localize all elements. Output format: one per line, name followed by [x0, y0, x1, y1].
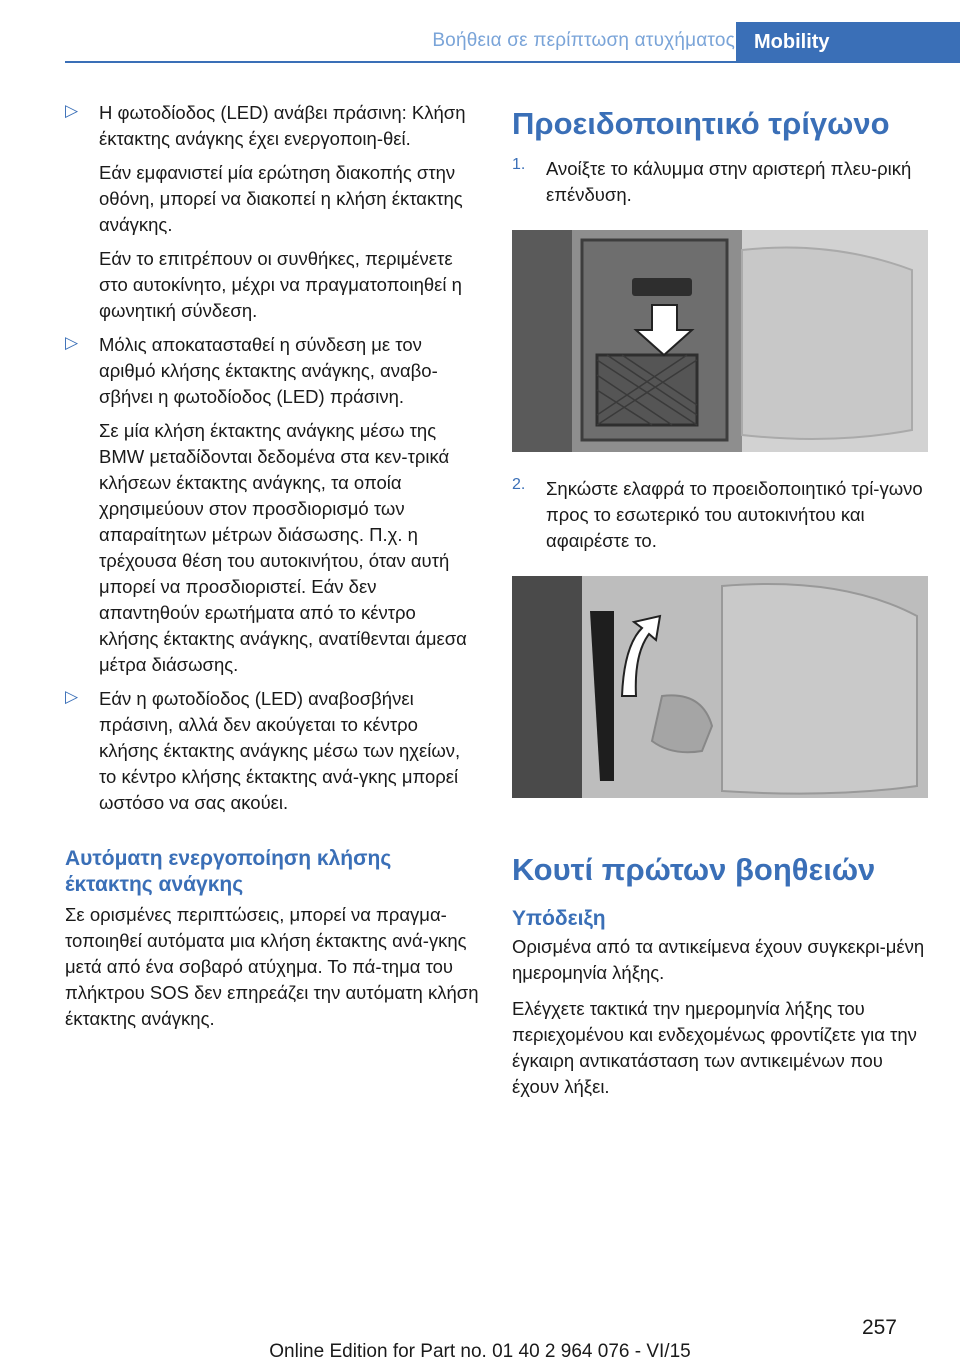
note-text: Ορισμένα από τα αντικείμενα έχουν συγκεκρι‐μένη ημερομηνία λήξης. [512, 936, 925, 983]
warning-triangle-heading: Προειδοποιητικό τρίγωνο [512, 106, 890, 141]
figure-cover-panel [512, 230, 928, 452]
figure-triangle-removal [512, 576, 928, 798]
step-1 [512, 156, 932, 208]
bullet-item [65, 100, 480, 324]
cover-panel-illustration [512, 230, 928, 452]
step-number: 2. [512, 476, 526, 493]
step-number: 1. [512, 156, 526, 173]
note-text: Ελέγχετε τακτικά την ημερομηνία λήξης του περιεχομένου και ενδεχομένως φροντίζετε για την έγκαιρη αντικατάσταση των αντικειμένων που έχουν λήξει. [512, 998, 917, 1097]
step-2 [512, 476, 932, 554]
header-section-title: Βοήθεια σε περίπτωση ατυχήματος [432, 30, 735, 51]
triangle-bullet-icon: ▷ [65, 101, 79, 120]
right-column [512, 100, 932, 1100]
bullet-paragraph: Μόλις αποκατασταθεί η σύνδεση με τον αριθμό κλήσης έκτακτης ανάγκης, αναβο‐σβήνει η φωτοδίοδος (LED) πράσινη. [99, 334, 438, 407]
step-text: Ανοίξτε το κάλυμμα στην αριστερή πλευ‐ρική επένδυση. [546, 158, 912, 205]
triangle-removal-illustration [512, 576, 928, 798]
bullet-item [65, 686, 480, 816]
header-chapter-label: Mobility [754, 31, 830, 53]
edition-footer: Online Edition for Part no. 01 40 2 964 076 - VI/15 [269, 1341, 691, 1362]
auto-call-text: Σε ορισμένες περιπτώσεις, μπορεί να πραγμα‐τοποιηθεί αυτόματα μια κλήση έκτακτης ανά‐γκης μετά από ένα σοβαρό ατύχημα. Το πά‐τημα του πλήκτρου SOS δεν επηρεάζει την αυτόματη κλήση έκτακτης ανάγκης. [65, 904, 479, 1029]
left-column [65, 100, 480, 1032]
header-chapter-tab[interactable] [736, 22, 960, 63]
bullet-paragraph: Εάν η φωτοδίοδος (LED) αναβοσβήνει πράσινη, αλλά δεν ακούγεται το κέντρο κλήσης έκτακτης ανάγκης μέσω των ηχείων, το κέντρο κλήσης έκτακτης ανά‐γκης μπορεί ωστόσο να σας ακούει. [99, 688, 461, 813]
bullet-item [65, 332, 480, 678]
note-heading: Υπόδειξη [512, 907, 606, 930]
first-aid-heading: Κουτί πρώτων βοηθειών [512, 852, 876, 887]
bullet-paragraph: Η φωτοδίοδος (LED) ανάβει πράσινη: Κλήση έκτακτης ανάγκης έχει ενεργοποιη‐θεί. [99, 102, 466, 149]
bullet-paragraph: Εάν το επιτρέπουν οι συνθήκες, περιμένετε στο αυτοκίνητο, μέχρι να πραγματοποιηθεί η φωνητική σύνδεση. [99, 248, 462, 321]
page-number: 257 [861, 1316, 897, 1339]
triangle-bullet-icon: ▷ [65, 333, 79, 352]
auto-call-heading: Αυτόματη ενεργοποίηση κλήσης έκτακτης ανάγκης [65, 847, 392, 896]
bullet-paragraph: Σε μία κλήση έκτακτης ανάγκης μέσω της BMW μεταδίδονται δεδομένα στα κεν‐τρικά κλήσεων έκτακτης ανάγκης, τα οποία χρησιμεύουν στον προσδιορισμό των απαραίτητων μέτρων διάσωσης. Π.χ. η τρέχουσα θέση του αυτοκινήτου, όταν αυτή μπορεί να προσδιοριστεί. Εάν δεν απαντηθούν ερωτήματα από το κέντρο κλήσης έκτακτης ανάγκης, ανατίθενται άμεσα μέτρα διάσωσης. [99, 420, 467, 675]
step-text: Σηκώστε ελαφρά το προειδοποιητικό τρί‐γωνο προς το εσωτερικό του αυτοκινήτου και αφαιρέστε το. [546, 478, 923, 551]
header-rule [65, 61, 960, 63]
triangle-bullet-icon: ▷ [65, 687, 79, 706]
bullet-paragraph: Εάν εμφανιστεί μία ερώτηση διακοπής στην οθόνη, μπορεί να διακοπεί η κλήση έκτακτης ανάγκης. [99, 162, 463, 235]
